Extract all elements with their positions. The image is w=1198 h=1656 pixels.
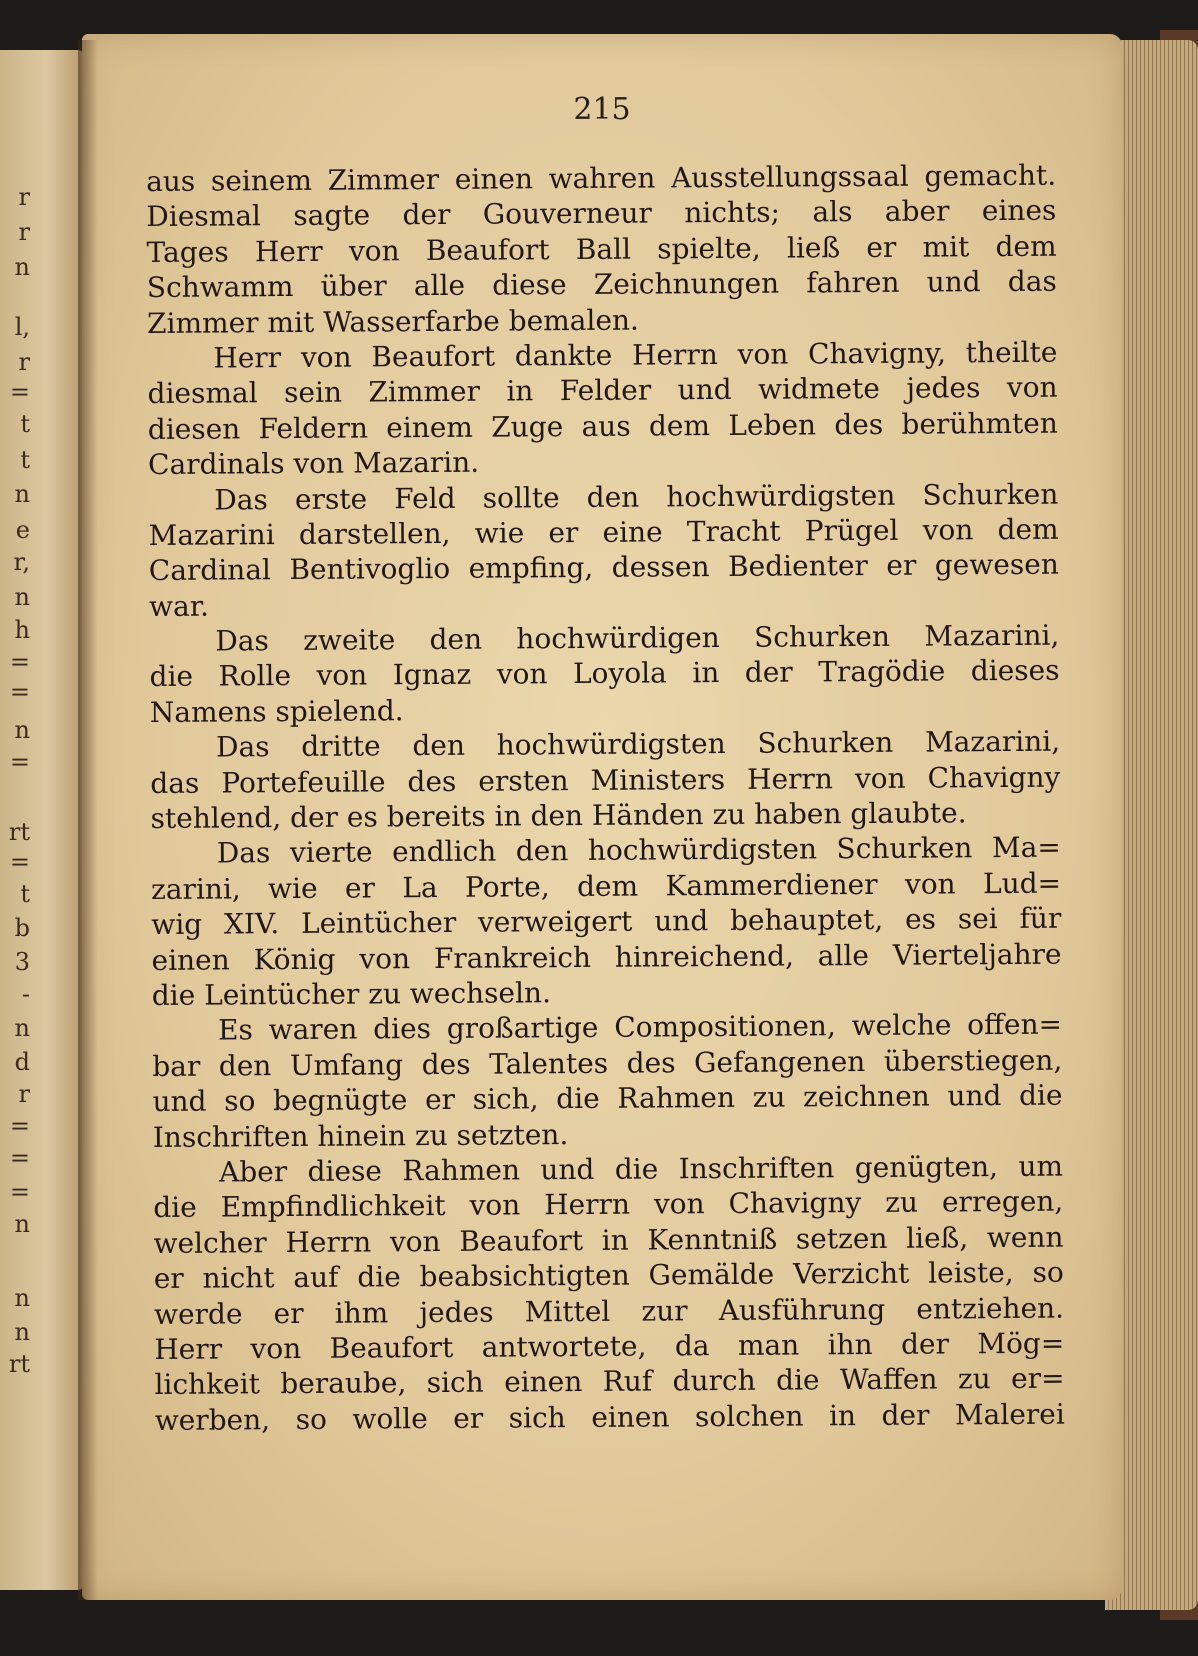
- text-line: zarini, wie er La Porte, dem Kammerdiener von Lud=: [150, 866, 1062, 906]
- page-text: [146, 158, 1065, 1438]
- text-line: werben, so wolle er sich einen solchen in der Malerei: [154, 1397, 1065, 1437]
- text-line: werde er ihm jedes Mittel zur Ausführung entziehen.: [153, 1291, 1065, 1331]
- text-line: Inschriften hinein zu setzten.: [152, 1117, 569, 1154]
- text-line: Zimmer mit Wasserfarbe bemalen.: [146, 303, 640, 340]
- text-line: diesen Feldern einem Zuge aus dem Leben des berühmten: [147, 406, 1058, 446]
- text-line: aus seinem Zimmer einen wahren Ausstellungssaal gemacht.: [146, 158, 1057, 198]
- text-line: einen König von Frankreich hinreichend, alle Vierteljahre: [151, 937, 1062, 977]
- left-page-fragment: rt: [8, 818, 30, 846]
- text-line: Das vierte endlich den hochwürdigsten Schurken Ma=: [216, 831, 1061, 870]
- text-line: die Leintücher zu wechseln.: [151, 976, 552, 1012]
- left-page-fragment: =: [9, 748, 30, 776]
- text-line: war.: [148, 589, 210, 623]
- left-page-edge: [0, 50, 84, 1590]
- text-line: Herr von Beaufort dankte Herrn von Chavigny, theilte: [213, 335, 1058, 375]
- left-page-fragment: =: [9, 678, 30, 706]
- page-number: 215: [573, 92, 631, 127]
- book-page: [82, 34, 1122, 1600]
- left-page-fragment: 3: [14, 948, 30, 976]
- text-line: Mazarini darstellen, wie er eine Tracht Prügel von dem: [148, 512, 1059, 552]
- text-line: bar den Umfang des Talentes des Gefangenen überstiegen,: [152, 1043, 1063, 1083]
- left-page-fragment: t: [20, 446, 30, 474]
- text-line: er nicht auf die beabsichtigten Gemälde Verzicht leiste, so: [153, 1255, 1064, 1296]
- left-page-text-fragments: [0, 50, 30, 1590]
- left-page-fragment: -: [21, 980, 30, 1008]
- left-page-fragment: n: [14, 583, 30, 611]
- left-page-fragment: e: [15, 516, 30, 544]
- gutter-shadow: [78, 40, 98, 1600]
- text-line: Namens spielend.: [149, 694, 404, 729]
- left-page-fragment: =: [9, 848, 30, 876]
- text-line: Es waren dies großartige Compositionen, welche offen=: [217, 1008, 1063, 1047]
- text-line: Herr von Beaufort antwortete, da man ihn der Mög=: [154, 1326, 1065, 1366]
- text-line: Diesmal sagte der Gouverneur nichts; als aber eines: [146, 194, 1057, 234]
- text-line: Schwamm über alle diese Zeichnungen fahren und das: [146, 264, 1057, 305]
- text-line: welcher Herrn von Beaufort in Kenntniß setzen ließ, wenn: [153, 1220, 1064, 1260]
- left-page-fragment: n: [14, 253, 30, 281]
- left-page-fragment: =: [9, 1112, 30, 1140]
- text-line: die Rolle von Ignaz von Loyola in der Tragödie dieses: [149, 654, 1060, 694]
- text-line: Tages Herr von Beaufort Ball spielte, ließ er mit dem: [146, 229, 1057, 269]
- text-line: Das dritte den hochwürdigsten Schurken Mazarini,: [215, 724, 1061, 764]
- left-page-fragment: =: [9, 378, 30, 406]
- left-page-fragment: t: [20, 880, 30, 908]
- left-page-fragment: r: [18, 218, 30, 246]
- text-line: Das erste Feld sollte den hochwürdigsten Schurken: [214, 477, 1059, 517]
- left-page-fragment: d: [14, 1048, 30, 1076]
- text-line: Das zweite den hochwürdigen Schurken Mazarini,: [215, 618, 1060, 658]
- left-page-fragment: n: [14, 1210, 30, 1238]
- left-page-fragment: =: [9, 648, 30, 676]
- left-page-fragment: n: [14, 716, 30, 744]
- left-page-fragment: n: [14, 480, 30, 508]
- left-page-fragment: rt: [8, 1350, 30, 1378]
- left-page-fragment: r: [18, 1080, 30, 1108]
- left-page-fragment: t: [20, 410, 30, 438]
- left-page-fragment: h: [14, 616, 30, 644]
- left-page-fragment: =: [9, 1178, 30, 1206]
- text-line: lichkeit beraube, sich einen Ruf durch die Waffen zu er=: [154, 1361, 1065, 1402]
- left-page-fragment: r: [18, 348, 30, 376]
- text-line: Cardinals von Mazarin.: [147, 445, 480, 482]
- text-line: das Portefeuille des ersten Ministers Herrn von Chavigny: [150, 760, 1061, 800]
- text-line: Cardinal Bentivoglio empfing, dessen Bedienter er gewesen: [148, 547, 1059, 588]
- left-page-fragment: l,: [14, 313, 30, 341]
- text-line: stehlend, der es bereits in den Händen zu haben glaubte.: [150, 796, 967, 836]
- left-page-fragment: n: [14, 1014, 30, 1042]
- left-page-fragment: n: [14, 1318, 30, 1346]
- left-page-fragment: r: [18, 183, 30, 211]
- left-page-fragment: r,: [13, 548, 30, 576]
- left-page-fragment: n: [14, 1284, 30, 1312]
- text-line: wig XIV. Leintücher verweigert und behauptet, es sei für: [151, 901, 1062, 942]
- left-page-fragment: b: [14, 914, 30, 942]
- left-page-fragment: =: [9, 1144, 30, 1172]
- text-line: diesmal sein Zimmer in Felder und widmete jedes von: [147, 370, 1058, 411]
- text-line: Aber diese Rahmen und die Inschriften genügten, um: [218, 1149, 1064, 1189]
- text-line: und so begnügte er sich, die Rahmen zu zeichnen und die: [152, 1078, 1063, 1119]
- text-line: die Empfindlichkeit von Herrn von Chavigny zu erregen,: [153, 1184, 1064, 1225]
